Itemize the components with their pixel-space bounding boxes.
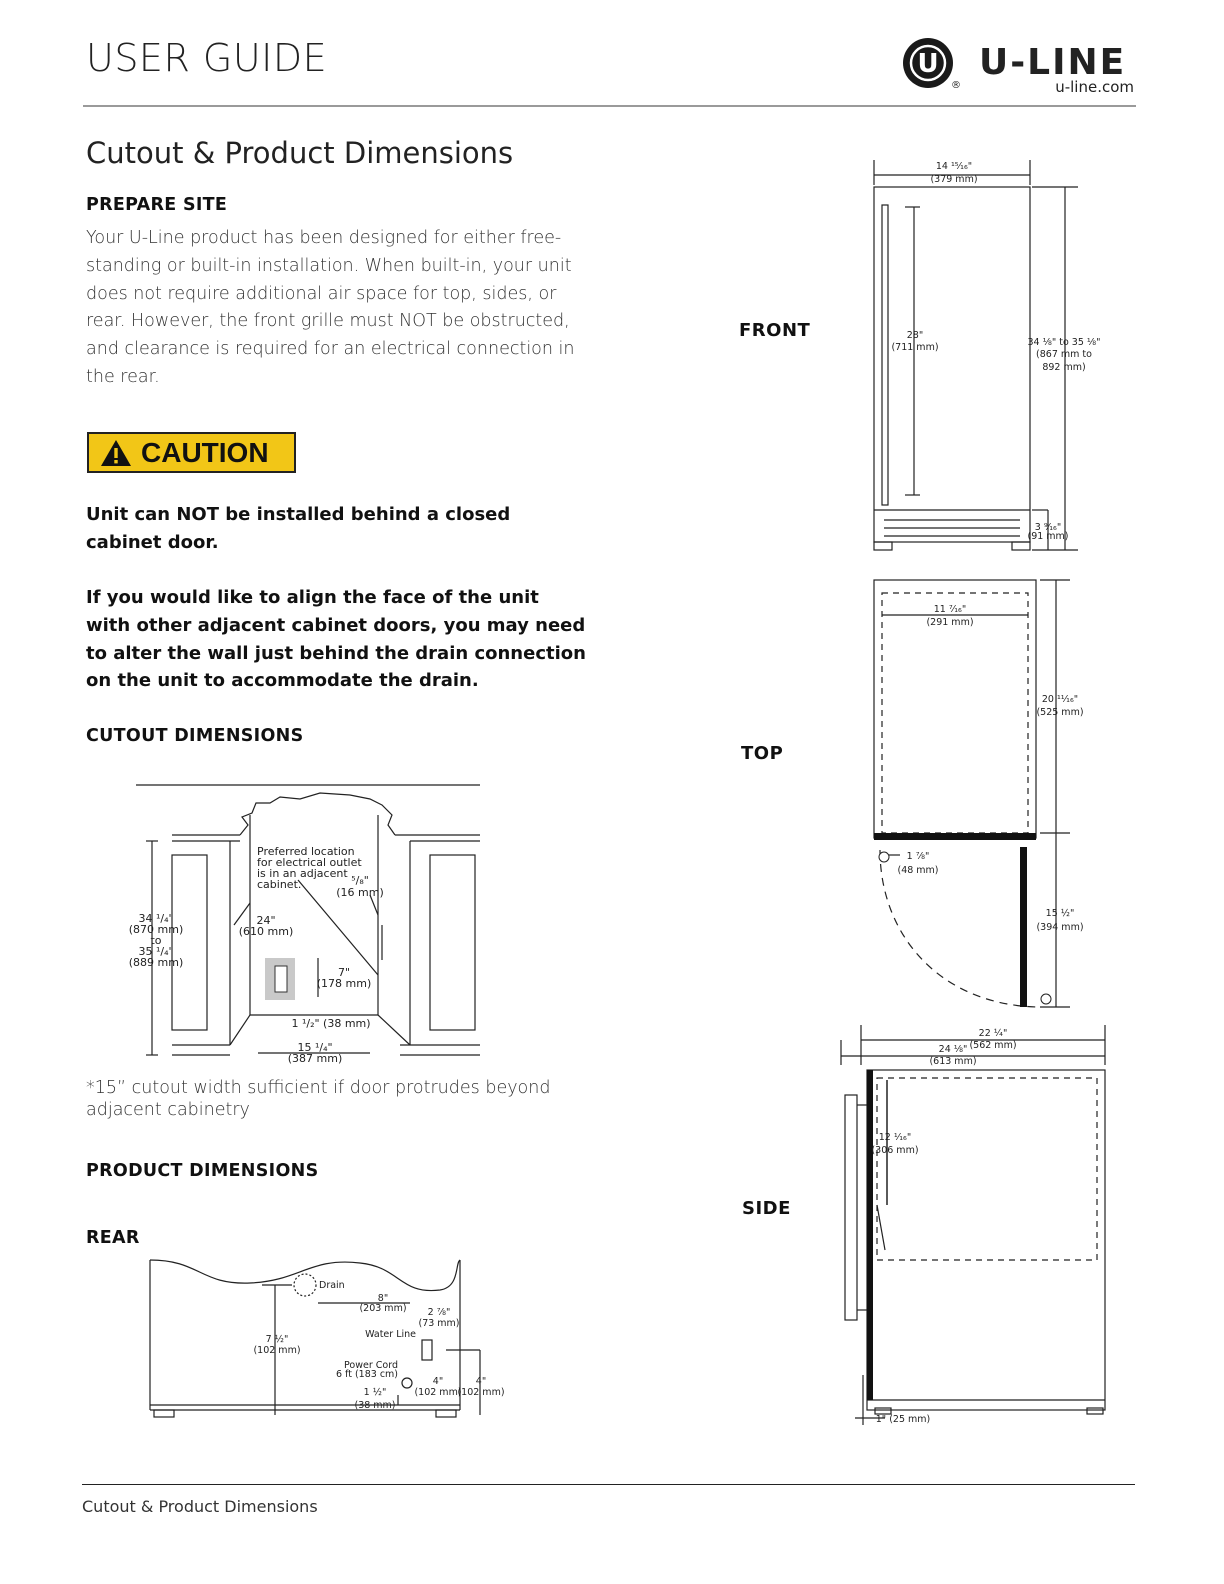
- handle-dim-1: 28": [906, 330, 924, 341]
- inset-dim-2: (16 mm): [336, 886, 384, 899]
- cord-offset-1: 4": [432, 1376, 444, 1387]
- door-swing-2: (394 mm): [1036, 922, 1084, 933]
- prepare-site-heading: PREPARE SITE: [86, 195, 228, 215]
- text-line: and clearance is required for an electrical connection in: [86, 339, 575, 360]
- water-height-2: (102 mm): [457, 1387, 505, 1398]
- top-diagram: [860, 575, 1090, 1015]
- text-line: rear. However, the front grille must NOT be obstructed,: [86, 311, 570, 332]
- side-inner-1: 12 ¹⁄₁₆": [878, 1132, 912, 1143]
- side-inner-2: (306 mm): [871, 1145, 919, 1156]
- height-dim-5: (889 mm): [128, 956, 184, 969]
- height-dim-4: 35 ¹/₄": [138, 945, 174, 958]
- header-divider: [83, 105, 1136, 107]
- text-line: standing or built-in installation. When built-in, your unit: [86, 255, 572, 276]
- text-line: *15” cutout width sufficient if door protrudes beyond: [86, 1078, 551, 1098]
- front-width-2: (379 mm): [930, 174, 978, 185]
- text-line: does not require additional air space for top, sides, or: [86, 283, 557, 304]
- water-height-1: 4": [475, 1376, 487, 1387]
- front-width-1: 14 ¹⁵⁄₁₆": [935, 161, 973, 172]
- top-depth-1: 20 ¹¹⁄₁₆": [1041, 694, 1079, 705]
- top-inner-width-2: (291 mm): [926, 617, 974, 628]
- cord-height-2: (38 mm): [354, 1400, 396, 1411]
- height-dim-2: (870 mm): [128, 923, 184, 936]
- depth-dim-2: (610 mm): [238, 925, 294, 938]
- inset-dim-1: ⁵/₈": [351, 874, 369, 887]
- width-dim-2: (387 mm): [287, 1052, 343, 1065]
- text-line: the rear.: [86, 366, 160, 387]
- handle-dim-2: (711 mm): [891, 342, 939, 353]
- top-view-label: TOP: [741, 743, 784, 764]
- grille-dim-2: (91 mm): [1027, 531, 1069, 542]
- brand-name: U-LINE: [979, 42, 1127, 83]
- footer-text: Cutout & Product Dimensions: [82, 1497, 318, 1516]
- side-overall-2: (613 mm): [929, 1056, 977, 1067]
- height-dim-1: 34 ¹/₄": [138, 912, 174, 925]
- brand-logo: [902, 36, 1138, 96]
- caution-badge: [87, 432, 296, 473]
- cord-height-1: 1 ½": [363, 1387, 387, 1398]
- power-cord-label-1: Power Cord: [344, 1360, 398, 1371]
- drain-height-2: (102 mm): [253, 1345, 301, 1356]
- text-line: If you would like to align the face of the unit: [86, 587, 539, 608]
- side-depth-2: (562 mm): [969, 1040, 1017, 1051]
- front-diagram: [860, 155, 1101, 560]
- text-line: adjacent cabinetry: [86, 1100, 250, 1120]
- outlet-height-2: (178 mm): [316, 977, 372, 990]
- text-line: with other adjacent cabinet doors, you may need: [86, 614, 586, 636]
- hinge-dim-1: 1 ⅞": [906, 851, 930, 862]
- water-offset-1: 2 ⅞": [427, 1307, 451, 1318]
- outlet-offset: 1 ¹/₂" (38 mm): [291, 1017, 371, 1030]
- outlet-height-1: 7": [337, 966, 351, 979]
- width-dim-1: 15 ¹/₄": [297, 1041, 333, 1054]
- uline-logo-icon: [902, 36, 962, 92]
- side-diagram: [835, 1020, 1110, 1430]
- side-view-label: SIDE: [742, 1198, 791, 1219]
- brand-mark: U: [917, 49, 939, 79]
- hinge-dim-2: (48 mm): [897, 865, 939, 876]
- rear-diagram: [140, 1255, 510, 1425]
- top-inner-width-1: 11 ⁷⁄₁₆": [933, 604, 967, 615]
- caution-label: CAUTION: [141, 436, 269, 468]
- caution-text-2: [86, 584, 606, 695]
- top-depth-2: (525 mm): [1036, 707, 1084, 718]
- outlet-note-1: Preferred location: [257, 845, 355, 858]
- text-line: cabinet door.: [86, 531, 219, 553]
- front-height-3: 892 mm): [1042, 362, 1086, 373]
- outlet-note-2: for electrical outlet: [257, 856, 362, 869]
- side-door-dim: 1" (25 mm): [875, 1414, 931, 1425]
- drain-offset-2: (203 mm): [359, 1303, 407, 1314]
- cord-offset-2: (102 mm): [414, 1387, 462, 1398]
- power-cord-label-2: 6 ft (183 cm): [335, 1369, 398, 1380]
- cutout-diagram: [120, 775, 490, 1070]
- footer-divider: [82, 1484, 1135, 1485]
- registered-mark: ®: [951, 80, 961, 91]
- text-line: Your U-Line product has been designed for either free-: [86, 228, 562, 248]
- rear-label: REAR: [86, 1228, 140, 1248]
- height-dim-3: to: [150, 934, 162, 947]
- caution-text-1: [86, 501, 606, 557]
- water-line-label: Water Line: [365, 1329, 416, 1340]
- text-line: on the unit to accommodate the drain.: [86, 670, 479, 692]
- front-view-label: FRONT: [739, 320, 811, 341]
- page-heading: Cutout & Product Dimensions: [86, 136, 514, 170]
- door-swing-1: 15 ½": [1045, 908, 1075, 919]
- outlet-note-4: cabinet.: [257, 878, 302, 891]
- front-height-1: 34 ⅛" to 35 ⅛": [1027, 337, 1101, 348]
- text-line: to alter the wall just behind the drain connection: [86, 642, 586, 664]
- brand-url[interactable]: u-line.com: [1055, 78, 1134, 96]
- prepare-site-text: [86, 225, 586, 392]
- grille-dim-1: 3 ⁹⁄₁₆": [1034, 522, 1062, 533]
- cutout-heading: CUTOUT DIMENSIONS: [86, 726, 304, 746]
- guide-title: USER GUIDE: [86, 36, 328, 80]
- drain-offset-1: 8": [377, 1293, 389, 1304]
- side-overall-1: 24 ⅛": [938, 1044, 968, 1055]
- warning-icon: [99, 438, 133, 468]
- water-offset-2: (73 mm): [418, 1318, 460, 1329]
- drain-label: Drain: [319, 1280, 345, 1291]
- outlet-note-3: is in an adjacent: [257, 867, 348, 880]
- product-dimensions-heading: PRODUCT DIMENSIONS: [86, 1161, 319, 1181]
- side-depth-1: 22 ¼": [978, 1028, 1008, 1039]
- text-line: Unit can NOT be installed behind a closed: [86, 504, 511, 525]
- cutout-footnote: [86, 1077, 606, 1121]
- drain-height-1: 7 ½": [265, 1334, 289, 1345]
- depth-dim-1: 24": [256, 914, 276, 927]
- front-height-2: (867 mm to: [1036, 349, 1092, 360]
